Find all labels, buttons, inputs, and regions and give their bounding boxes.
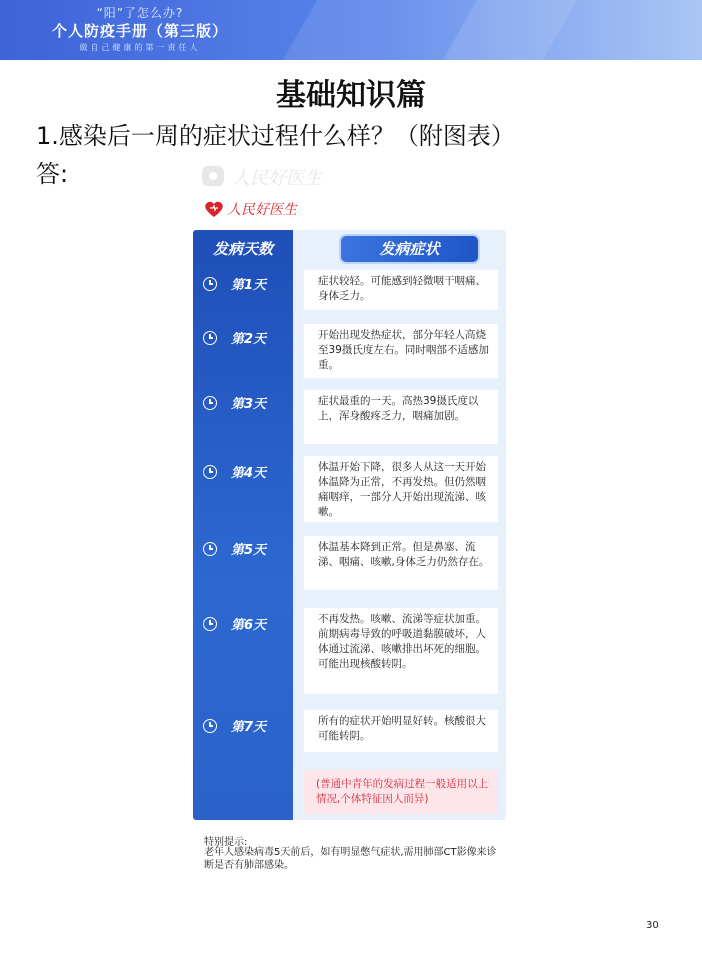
clock-icon xyxy=(203,396,217,410)
banner-title: 个人防疫手册（第三版） xyxy=(51,22,228,40)
symptom-infographic xyxy=(193,230,506,820)
special-tip-body: 老年人感染病毒5天前后，如有明显憋气症状,需用肺部CT影像来诊断是否有肺部感染。 xyxy=(204,847,497,871)
brand-text: 人民好医生 xyxy=(227,202,297,218)
question-text: 1.感染后一周的症状过程什么样？（附图表） xyxy=(36,122,515,150)
symptom-day-2: 开始出现发热症状，部分年轻人高烧至39摄氏度左右。同时咽部不适感加重。 xyxy=(304,324,498,378)
special-tip-title: 特别提示: xyxy=(204,837,248,848)
applicability-note: (普通中青年的发病过程一般适用以上情况,个体特征因人而异) xyxy=(304,770,498,814)
day-label-1 xyxy=(203,274,266,293)
header-banner xyxy=(0,0,702,60)
clock-icon xyxy=(203,542,217,556)
day-label-3 xyxy=(203,393,266,412)
symptom-day-4: 体温开始下降，很多人从这一天开始体温降为正常，不再发热。但仍然咽痛咽痒，一部分人开始出现流涕、咳嗽。 xyxy=(304,456,498,522)
clock-icon xyxy=(203,465,217,479)
symptom-day-3: 症状最重的一天。高热39摄氏度以上，浑身酸疼乏力，咽痛加剧。 xyxy=(304,390,498,444)
section-title: 基础知识篇 xyxy=(276,78,426,113)
page-number: 30 xyxy=(646,920,659,931)
clock-icon xyxy=(203,277,217,291)
day-label-text: 第2天 xyxy=(231,332,267,347)
clock-icon xyxy=(203,617,217,631)
day-label-text: 第4天 xyxy=(231,466,267,481)
watermark xyxy=(200,160,340,194)
symptoms-column-header: 发病症状 xyxy=(341,236,478,262)
day-label-text: 第6天 xyxy=(231,618,267,633)
day-label-4 xyxy=(203,462,266,481)
days-column-header: 发病天数 xyxy=(212,240,273,258)
day-label-text: 第1天 xyxy=(231,278,267,293)
symptom-day-6: 不再发热。咳嗽、流涕等症状加重。前期病毒导致的呼吸道黏膜破坏，人体通过流涕、咳嗽排出坏死的细胞。可能出现核酸转阴。 xyxy=(304,608,498,694)
symptom-day-7: 所有的症状开始明显好转。核酸很大可能转阴。 xyxy=(304,710,498,752)
day-label-text: 第5天 xyxy=(231,543,267,558)
watermark-logo-icon xyxy=(200,162,228,190)
watermark-text: 人民好医生 xyxy=(232,168,322,189)
day-label-2 xyxy=(203,328,266,347)
answer-label: 答: xyxy=(36,160,69,188)
clock-icon xyxy=(203,331,217,345)
banner-slogan: 做自己健康的第一责任人 xyxy=(79,43,201,52)
heart-logo-icon xyxy=(204,200,224,218)
day-label-7 xyxy=(203,716,266,735)
day-label-6 xyxy=(203,614,266,633)
symptom-day-5: 体温基本降到正常。但是鼻塞、流涕、咽痛、咳嗽,身体乏力仍然存在。 xyxy=(304,536,498,590)
day-label-5 xyxy=(203,539,266,558)
day-label-text: 第3天 xyxy=(231,397,267,412)
banner-line-1: “阳”了怎么办? xyxy=(96,6,184,20)
clock-icon xyxy=(203,719,217,733)
brand-logo xyxy=(204,198,297,220)
symptom-day-1: 症状较轻。可能感到轻微咽干咽痛、身体乏力。 xyxy=(304,270,498,310)
day-label-text: 第7天 xyxy=(231,720,267,735)
